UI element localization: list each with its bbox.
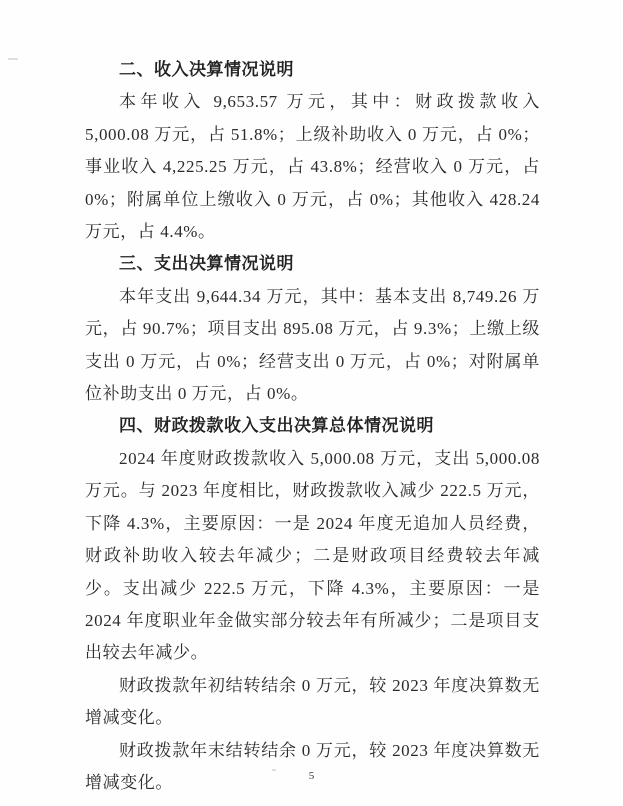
- carryover-opening-paragraph: 财政拨款年初结转结余 0 万元，较 2023 年度决算数无增减变化。: [85, 675, 540, 728]
- document-content: [85, 54, 540, 799]
- fiscal-overview-paragraph: 2024 年度财政拨款收入 5,000.08 万元，支出 5,000.08 万元。与 2023 年度相比，财政拨款收入减少 222.5 万元，下降 4.3%，主要原因：一是 2024 年度无追加人员经费，财政补助收入较去年减少；二是财政项目经费较去年减少。支出减少 222.5 万元，下降 4.3%，主要原因：一是 2024 年度职业年金做实部分较去年有所减少；二是项目支出较去年减少。: [85, 448, 540, 663]
- carryover-closing-paragraph: 财政拨款年末结转结余 0 万元，较 2023 年度决算数无增减变化。: [85, 740, 540, 792]
- section-heading-income: 二、收入决算情况说明: [119, 60, 294, 79]
- expenditure-paragraph: 本年支出 9,644.34 万元，其中：基本支出 8,749.26 万元，占 90.7%；项目支出 895.08 万元，占 9.3%；上缴上级支出 0 万元，占 0%；经营支出 0 万元，占 0%；对附属单位补助支出 0 万元，占 0%。: [85, 286, 540, 404]
- scan-artifact: [8, 58, 18, 60]
- section-heading-expenditure: 三、支出决算情况说明: [119, 254, 294, 274]
- section-heading-fiscal-appropriation-overview: 四、财政拨款收入支出决算总体情况说明: [119, 416, 434, 436]
- income-paragraph: 本年收入 9,653.57 万元，其中：财政拨款收入 5,000.08 万元，占 51.8%；上级补助收入 0 万元，占 0%；事业收入 4,225.25 万元，占 43.8%；经营收入 0 万元，占 0%；附属单位上缴收入 0 万元，占 0%；其他收入 428.24 万元，占 4.4%。: [85, 92, 540, 242]
- page-number: 5: [308, 770, 315, 782]
